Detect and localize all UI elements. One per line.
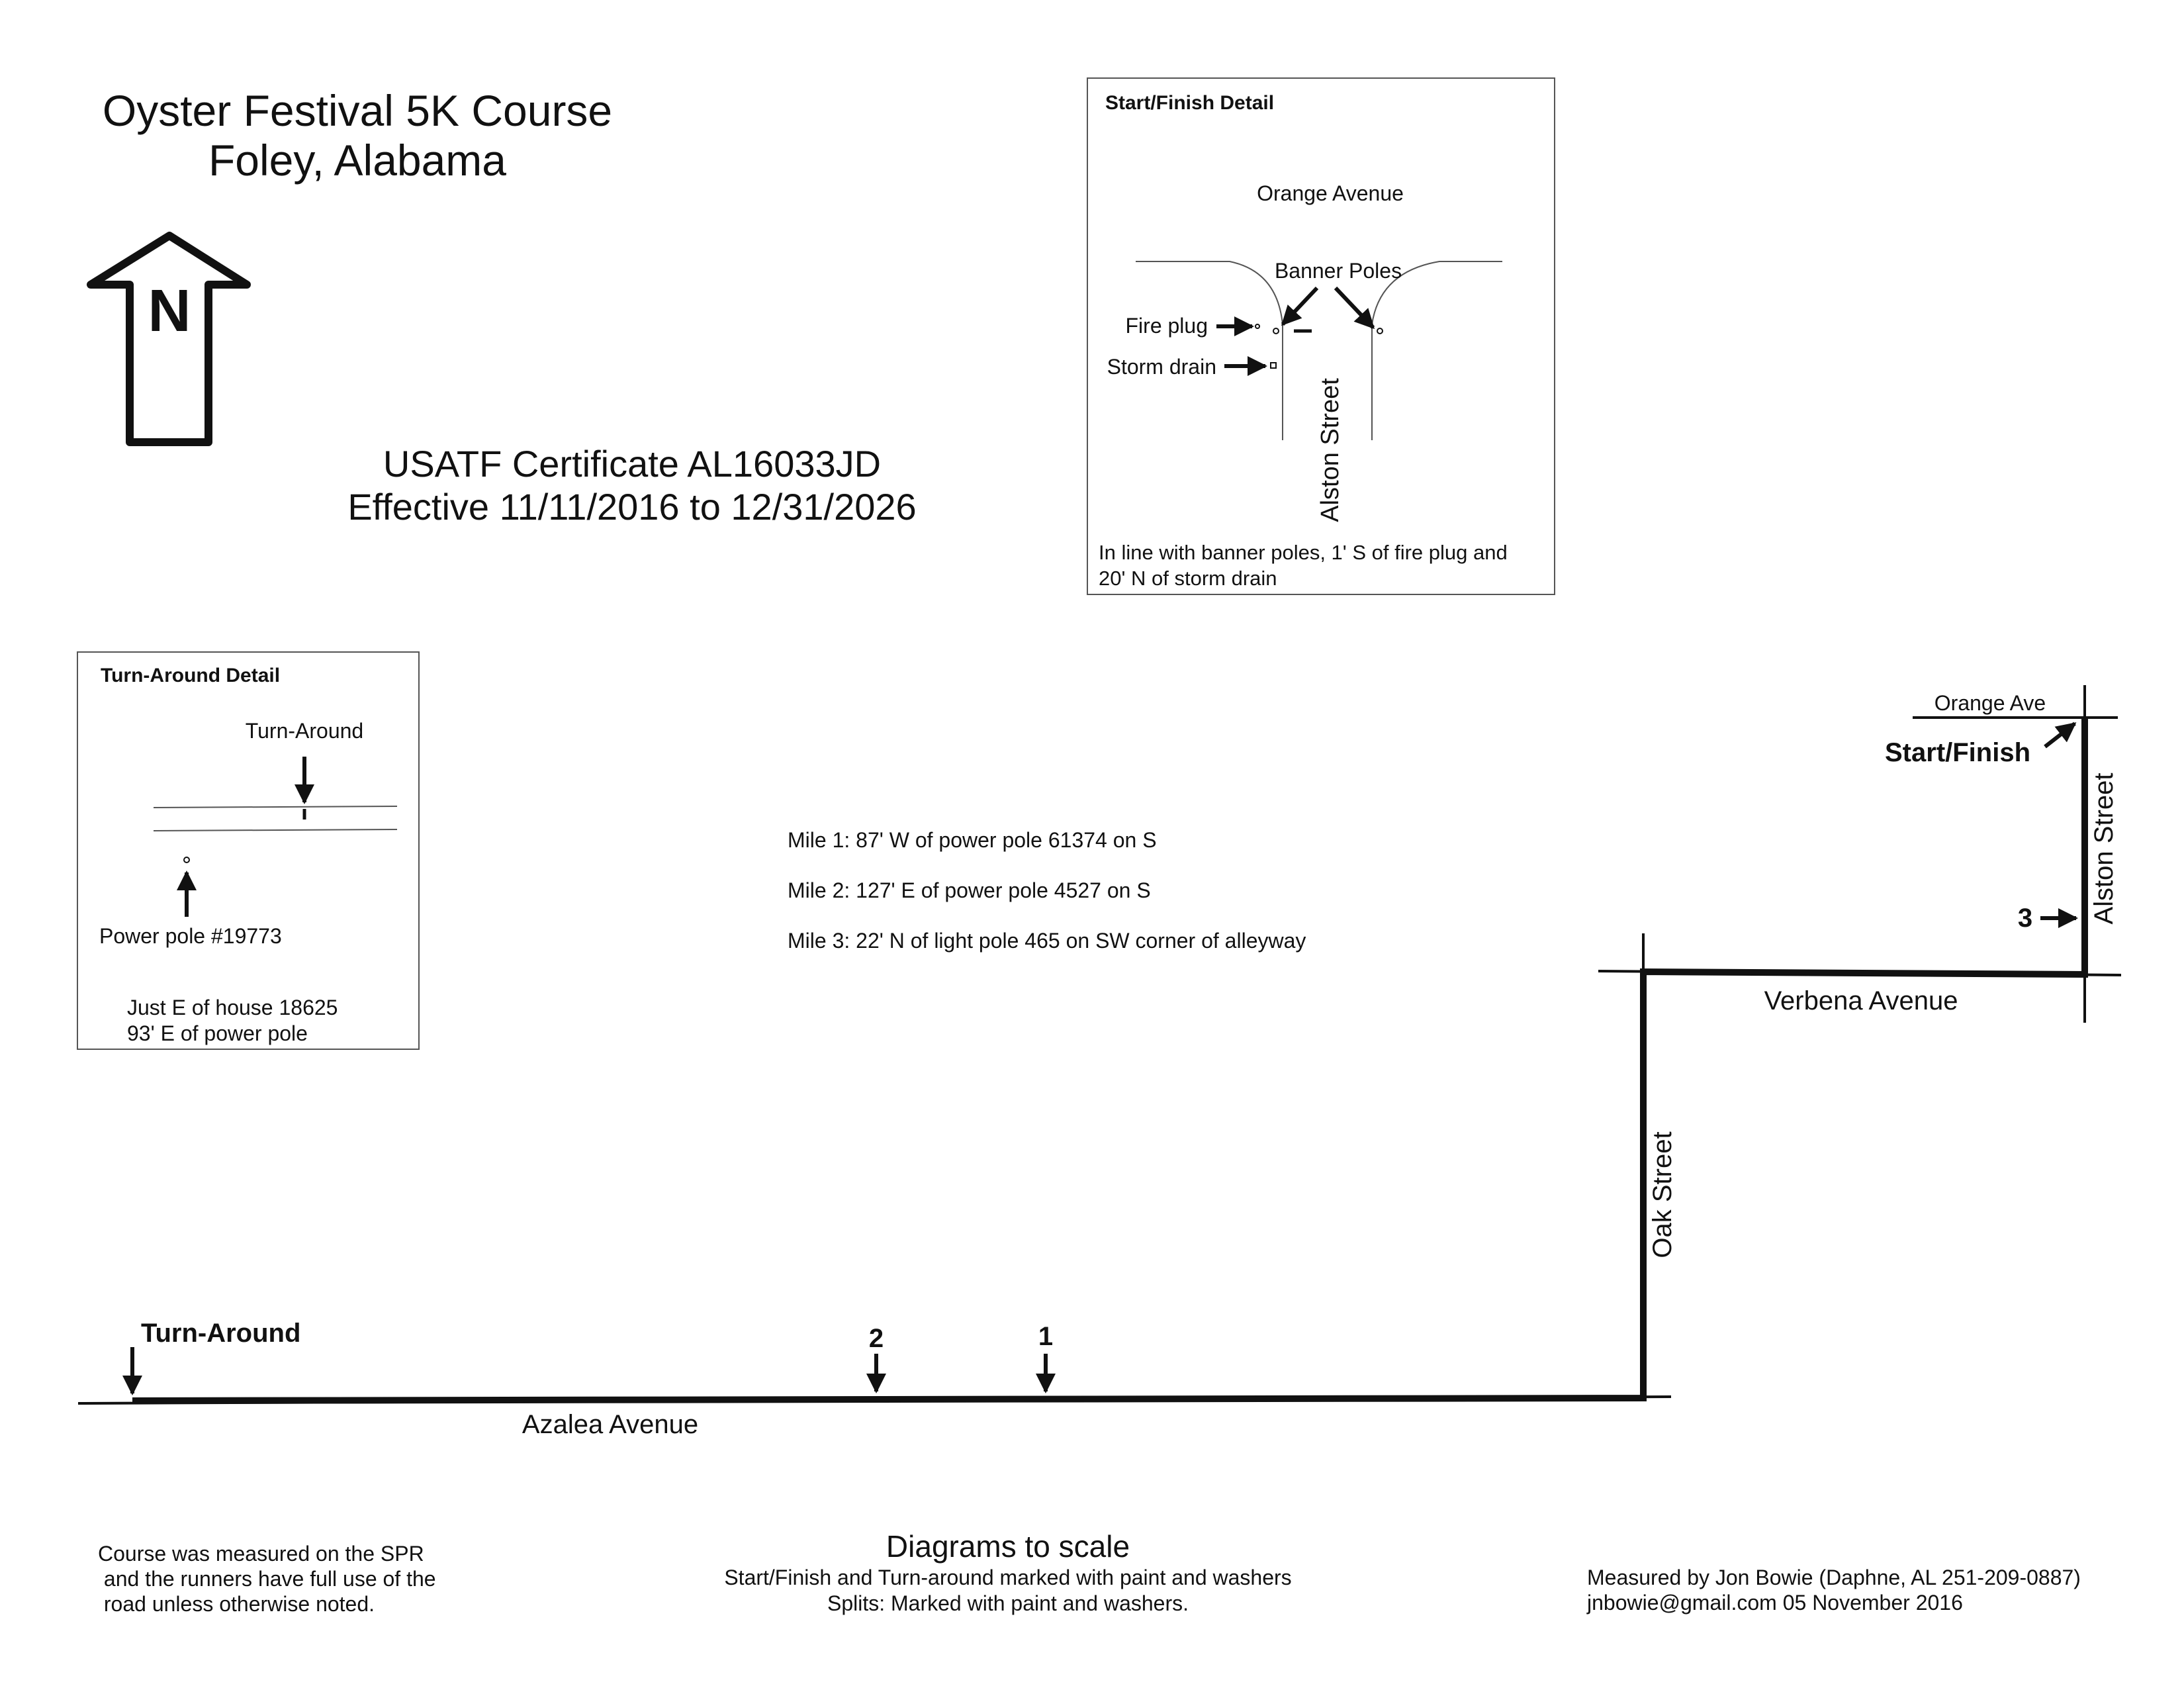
banner-pole-arrow-east: [1336, 288, 1373, 328]
detail-banner-poles: Banner Poles: [1274, 259, 1402, 283]
footer-center-title: Diagrams to scale: [886, 1529, 1130, 1564]
footer-center-line2: Splits: Marked with paint and washers.: [827, 1591, 1189, 1615]
detail-curb-east: [1372, 261, 1502, 440]
certificate: [347, 443, 916, 528]
label-turnaround: Turn-Around: [141, 1319, 301, 1348]
footer-right-line1: Measured by Jon Bowie (Daphne, AL 251-209-0887): [1587, 1566, 2081, 1589]
detail-storm-drain-label: Storm drain: [1107, 355, 1216, 379]
north-label: N: [148, 278, 191, 344]
label-oak-street: Oak Street: [1648, 1131, 1677, 1258]
split-mile-2: Mile 2: 127' E of power pole 4527 on S: [788, 878, 1151, 902]
detail-fire-plug-label: Fire plug: [1125, 314, 1208, 338]
mile-1-label: 1: [1038, 1322, 1054, 1351]
split-mile-3: Mile 3: 22' N of light pole 465 on SW corner of alleyway: [788, 929, 1306, 953]
detail-note-line1: In line with banner poles, 1' S of fire plug and: [1099, 541, 1508, 564]
turnaround-detail-frame: [77, 652, 419, 1049]
course-path: [132, 718, 2085, 1401]
footer-left-line3: road unless otherwise noted.: [98, 1592, 375, 1616]
turnaround-detail-heading: Turn-Around Detail: [101, 665, 281, 686]
certificate-effective: Effective 11/11/2016 to 12/31/2026: [347, 486, 917, 528]
footer-notes: [98, 1529, 2081, 1616]
title-line2: Foley, Alabama: [208, 136, 507, 185]
detail-curb-west: [1136, 261, 1283, 440]
certificate-number: USATF Certificate AL16033JD: [383, 443, 882, 485]
detail-alston-street: Alston Street: [1316, 378, 1344, 522]
footer-left-line1: Course was measured on the SPR: [98, 1542, 424, 1566]
turnaround-note-line1: Just E of house 18625: [127, 996, 338, 1019]
label-azalea-avenue: Azalea Avenue: [522, 1410, 699, 1439]
label-alston-street: Alston Street: [2089, 773, 2118, 925]
power-pole-label: Power pole #19773: [99, 924, 282, 948]
banner-pole-arrow-west: [1283, 288, 1317, 324]
banner-pole-west: [1273, 328, 1279, 334]
start-finish-arrow: [2045, 724, 2075, 747]
footer-center-line1: Start/Finish and Turn-around marked with paint and washers: [724, 1566, 1292, 1589]
banner-pole-east: [1377, 328, 1383, 334]
label-start-finish: Start/Finish: [1885, 738, 2031, 767]
north-arrow-icon: [91, 236, 247, 442]
label-verbena-avenue: Verbena Avenue: [1764, 986, 1958, 1015]
detail-note-line2: 20' N of storm drain: [1099, 567, 1277, 590]
start-finish-detail: [1087, 78, 1555, 594]
mile-2-label: 2: [868, 1324, 884, 1353]
turnaround-note-line2: 93' E of power pole: [127, 1021, 308, 1045]
label-orange-ave: Orange Ave: [1934, 691, 2046, 715]
course-route: [78, 685, 2121, 1439]
turnaround-detail-label: Turn-Around: [245, 719, 364, 743]
storm-drain: [1271, 363, 1276, 368]
footer-right-line2: jnbowie@gmail.com 05 November 2016: [1587, 1591, 1963, 1615]
turnaround-road-south: [154, 829, 397, 831]
title-line1: Oyster Festival 5K Course: [102, 86, 613, 135]
map-title: [103, 86, 612, 185]
start-finish-detail-heading: Start/Finish Detail: [1105, 92, 1275, 114]
turnaround-detail: [77, 652, 419, 1049]
fire-plug: [1255, 324, 1259, 328]
power-pole: [184, 857, 189, 863]
turnaround-road-north: [154, 806, 397, 808]
split-mile-1: Mile 1: 87' W of power pole 61374 on S: [788, 828, 1157, 852]
split-descriptions: [788, 828, 1306, 953]
detail-orange-avenue: Orange Avenue: [1257, 181, 1404, 205]
footer-left-line2: and the runners have full use of the: [98, 1567, 436, 1591]
mile-3-label: 3: [2017, 904, 2033, 933]
